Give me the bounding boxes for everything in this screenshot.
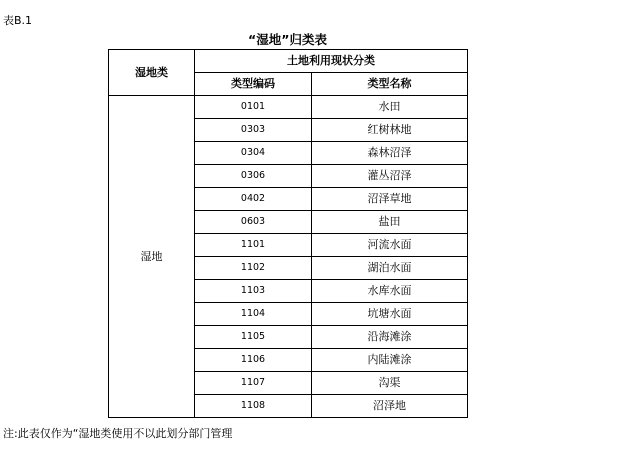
footnote: 注:此表仅作为“湿地类使用不以此划分部门管理 [3, 427, 233, 440]
type-code-cell: 0304 [195, 142, 312, 165]
type-code-cell: 1106 [195, 349, 312, 372]
type-code-cell: 0603 [195, 211, 312, 234]
type-name-cell: 河流水面 [312, 234, 468, 257]
header-row-top [109, 50, 468, 73]
table-row [109, 96, 468, 119]
type-code-cell: 0303 [195, 119, 312, 142]
type-name-cell: 沿海滩涂 [312, 326, 468, 349]
type-code-cell: 1108 [195, 395, 312, 418]
type-name-cell: 沟渠 [312, 372, 468, 395]
type-name-cell: 红树林地 [312, 119, 468, 142]
type-code-cell: 1107 [195, 372, 312, 395]
wetland-classification-table [108, 49, 468, 418]
type-name-cell: 水田 [312, 96, 468, 119]
type-name-cell: 内陆滩涂 [312, 349, 468, 372]
type-name-cell: 森林沼泽 [312, 142, 468, 165]
header-wetland-category: 湿地类 [109, 50, 195, 96]
type-name-cell: 水库水面 [312, 280, 468, 303]
table-label: 表B.1 [3, 14, 33, 27]
type-code-cell: 0101 [195, 96, 312, 119]
type-name-cell: 沼泽草地 [312, 188, 468, 211]
type-name-cell: 湖泊水面 [312, 257, 468, 280]
table-title: “湿地”归类表 [248, 32, 327, 47]
type-code-cell: 1101 [195, 234, 312, 257]
header-land-use-classification: 土地利用现状分类 [195, 50, 468, 73]
category-cell: 湿地 [109, 96, 195, 418]
header-type-name: 类型名称 [312, 73, 468, 96]
header-type-code: 类型编码 [195, 73, 312, 96]
type-code-cell: 0402 [195, 188, 312, 211]
type-code-cell: 0306 [195, 165, 312, 188]
type-name-cell: 沼泽地 [312, 395, 468, 418]
type-name-cell: 坑塘水面 [312, 303, 468, 326]
type-code-cell: 1104 [195, 303, 312, 326]
type-name-cell: 灌丛沼泽 [312, 165, 468, 188]
type-code-cell: 1102 [195, 257, 312, 280]
type-code-cell: 1103 [195, 280, 312, 303]
type-code-cell: 1105 [195, 326, 312, 349]
type-name-cell: 盐田 [312, 211, 468, 234]
